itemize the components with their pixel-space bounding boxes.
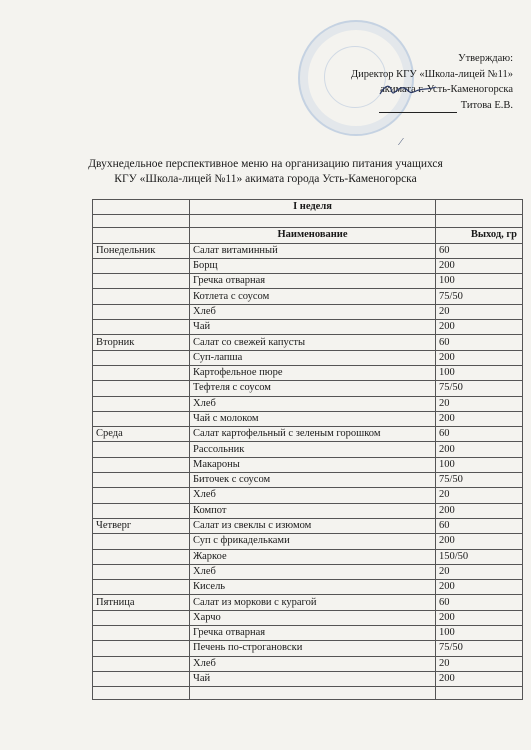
dish-name-cell: Салат витаминный bbox=[190, 243, 436, 258]
pen-mark-icon: ⁄ bbox=[400, 136, 402, 148]
day-cell bbox=[93, 365, 190, 380]
table-row bbox=[93, 564, 523, 579]
week-label: I неделя bbox=[190, 200, 436, 215]
table-row bbox=[93, 304, 523, 319]
output-cell: 100 bbox=[436, 274, 523, 289]
dish-name-cell: Салат из моркови с курагой bbox=[190, 595, 436, 610]
output-cell: 100 bbox=[436, 457, 523, 472]
day-cell: Вторник bbox=[93, 335, 190, 350]
table-row bbox=[93, 274, 523, 289]
approval-heading: Утверждаю: bbox=[458, 53, 513, 64]
table-row bbox=[93, 381, 523, 396]
dish-name-cell: Тефтеля с соусом bbox=[190, 381, 436, 396]
output-cell: 60 bbox=[436, 335, 523, 350]
dish-name-cell: Макароны bbox=[190, 457, 436, 472]
table-row bbox=[93, 488, 523, 503]
spacer-cell bbox=[436, 215, 523, 228]
table-row bbox=[93, 350, 523, 365]
dish-name-cell: Чай с молоком bbox=[190, 411, 436, 426]
output-cell: 75/50 bbox=[436, 641, 523, 656]
output-cell: 60 bbox=[436, 518, 523, 533]
output-cell: 20 bbox=[436, 564, 523, 579]
day-cell bbox=[93, 580, 190, 595]
day-cell bbox=[93, 656, 190, 671]
dish-name-cell: Суп с фрикадельками bbox=[190, 534, 436, 549]
day-cell bbox=[93, 503, 190, 518]
document-title bbox=[0, 157, 531, 187]
table-row bbox=[93, 610, 523, 625]
table-row bbox=[93, 549, 523, 564]
output-cell: 75/50 bbox=[436, 381, 523, 396]
header-name: Наименование bbox=[190, 228, 436, 243]
output-cell: 200 bbox=[436, 411, 523, 426]
dish-name-cell: Компот bbox=[190, 503, 436, 518]
table-row bbox=[93, 626, 523, 641]
day-cell bbox=[93, 411, 190, 426]
title-line-1: Двухнедельное перспективное меню на организацию питания учащихся bbox=[88, 158, 443, 170]
output-cell: 20 bbox=[436, 304, 523, 319]
day-cell: Понедельник bbox=[93, 243, 190, 258]
day-cell bbox=[93, 442, 190, 457]
dish-name-cell: Хлеб bbox=[190, 656, 436, 671]
day-cell bbox=[93, 488, 190, 503]
table-row bbox=[93, 442, 523, 457]
output-cell: 200 bbox=[436, 442, 523, 457]
output-cell: 60 bbox=[436, 427, 523, 442]
dish-name-cell: Кисель bbox=[190, 580, 436, 595]
day-cell bbox=[93, 289, 190, 304]
day-cell bbox=[93, 626, 190, 641]
table-row bbox=[93, 457, 523, 472]
output-cell: 20 bbox=[436, 656, 523, 671]
table-row bbox=[93, 396, 523, 411]
day-cell bbox=[93, 320, 190, 335]
output-cell: 75/50 bbox=[436, 473, 523, 488]
title-line-2: КГУ «Школа-лицей №11» акимата города Усть-Каменогорска bbox=[114, 173, 417, 185]
approval-position: Директор КГУ «Школа-лицей №11» bbox=[350, 68, 513, 80]
dish-name-cell: Хлеб bbox=[190, 564, 436, 579]
dish-name-cell: Салат со свежей капусты bbox=[190, 335, 436, 350]
week-row-empty-cell bbox=[93, 200, 190, 215]
table-row bbox=[93, 258, 523, 273]
menu-table-body bbox=[93, 200, 523, 700]
output-cell: 200 bbox=[436, 610, 523, 625]
output-cell: 20 bbox=[436, 396, 523, 411]
approval-signer: Титова Е.В. bbox=[460, 99, 513, 111]
dish-name-cell: Хлеб bbox=[190, 396, 436, 411]
day-cell bbox=[93, 274, 190, 289]
spacer-row bbox=[93, 215, 523, 228]
signature-underline bbox=[379, 102, 457, 113]
day-cell bbox=[93, 258, 190, 273]
output-cell: 200 bbox=[436, 671, 523, 686]
output-cell: 60 bbox=[436, 243, 523, 258]
dish-name-cell: Гречка отварная bbox=[190, 274, 436, 289]
output-cell: 200 bbox=[436, 534, 523, 549]
dish-name-cell: Биточек с соусом bbox=[190, 473, 436, 488]
output-cell: 200 bbox=[436, 320, 523, 335]
header-row bbox=[93, 228, 523, 243]
spacer-cell bbox=[93, 215, 190, 228]
table-row bbox=[93, 641, 523, 656]
output-cell: 200 bbox=[436, 350, 523, 365]
output-cell: 75/50 bbox=[436, 289, 523, 304]
table-row bbox=[93, 320, 523, 335]
day-cell bbox=[93, 549, 190, 564]
spacer-cell bbox=[93, 687, 190, 700]
day-cell bbox=[93, 671, 190, 686]
header-day-cell bbox=[93, 228, 190, 243]
spacer-row bbox=[93, 687, 523, 700]
day-cell: Среда bbox=[93, 427, 190, 442]
table-row bbox=[93, 243, 523, 258]
day-cell bbox=[93, 350, 190, 365]
day-cell bbox=[93, 610, 190, 625]
output-cell: 200 bbox=[436, 580, 523, 595]
header-output: Выход, гр bbox=[436, 228, 523, 243]
table-row bbox=[93, 580, 523, 595]
table-row bbox=[93, 534, 523, 549]
output-cell: 60 bbox=[436, 595, 523, 610]
table-row bbox=[93, 365, 523, 380]
menu-table bbox=[92, 199, 523, 700]
spacer-cell bbox=[436, 687, 523, 700]
output-cell: 200 bbox=[436, 503, 523, 518]
dish-name-cell: Котлета с соусом bbox=[190, 289, 436, 304]
day-cell bbox=[93, 564, 190, 579]
dish-name-cell: Салат из свеклы с изюмом bbox=[190, 518, 436, 533]
table-row bbox=[93, 427, 523, 442]
dish-name-cell: Рассольник bbox=[190, 442, 436, 457]
day-cell bbox=[93, 304, 190, 319]
approval-signature-line bbox=[293, 98, 513, 114]
day-cell: Четверг bbox=[93, 518, 190, 533]
table-row bbox=[93, 289, 523, 304]
spacer-cell bbox=[190, 215, 436, 228]
dish-name-cell: Суп-лапша bbox=[190, 350, 436, 365]
dish-name-cell: Картофельное пюре bbox=[190, 365, 436, 380]
table-row bbox=[93, 473, 523, 488]
spacer-cell bbox=[190, 687, 436, 700]
table-row bbox=[93, 503, 523, 518]
approval-organization: акимата г. Усть-Каменогорска bbox=[380, 84, 513, 95]
table-row bbox=[93, 411, 523, 426]
day-cell: Пятница bbox=[93, 595, 190, 610]
handwritten-signature bbox=[378, 82, 438, 98]
week-row-empty-cell bbox=[436, 200, 523, 215]
dish-name-cell: Чай bbox=[190, 671, 436, 686]
output-cell: 150/50 bbox=[436, 549, 523, 564]
dish-name-cell: Салат картофельный с зеленым горошком bbox=[190, 427, 436, 442]
output-cell: 20 bbox=[436, 488, 523, 503]
output-cell: 100 bbox=[436, 365, 523, 380]
dish-name-cell: Жаркое bbox=[190, 549, 436, 564]
day-cell bbox=[93, 641, 190, 656]
table-row bbox=[93, 595, 523, 610]
dish-name-cell: Печень по-строгановски bbox=[190, 641, 436, 656]
output-cell: 100 bbox=[436, 626, 523, 641]
dish-name-cell: Гречка отварная bbox=[190, 626, 436, 641]
day-cell bbox=[93, 396, 190, 411]
table-row bbox=[93, 518, 523, 533]
table-row bbox=[93, 671, 523, 686]
week-row bbox=[93, 200, 523, 215]
dish-name-cell: Борщ bbox=[190, 258, 436, 273]
day-cell bbox=[93, 381, 190, 396]
day-cell bbox=[93, 534, 190, 549]
dish-name-cell: Харчо bbox=[190, 610, 436, 625]
day-cell bbox=[93, 473, 190, 488]
dish-name-cell: Хлеб bbox=[190, 304, 436, 319]
dish-name-cell: Чай bbox=[190, 320, 436, 335]
output-cell: 200 bbox=[436, 258, 523, 273]
dish-name-cell: Хлеб bbox=[190, 488, 436, 503]
table-row bbox=[93, 335, 523, 350]
day-cell bbox=[93, 457, 190, 472]
table-row bbox=[93, 656, 523, 671]
